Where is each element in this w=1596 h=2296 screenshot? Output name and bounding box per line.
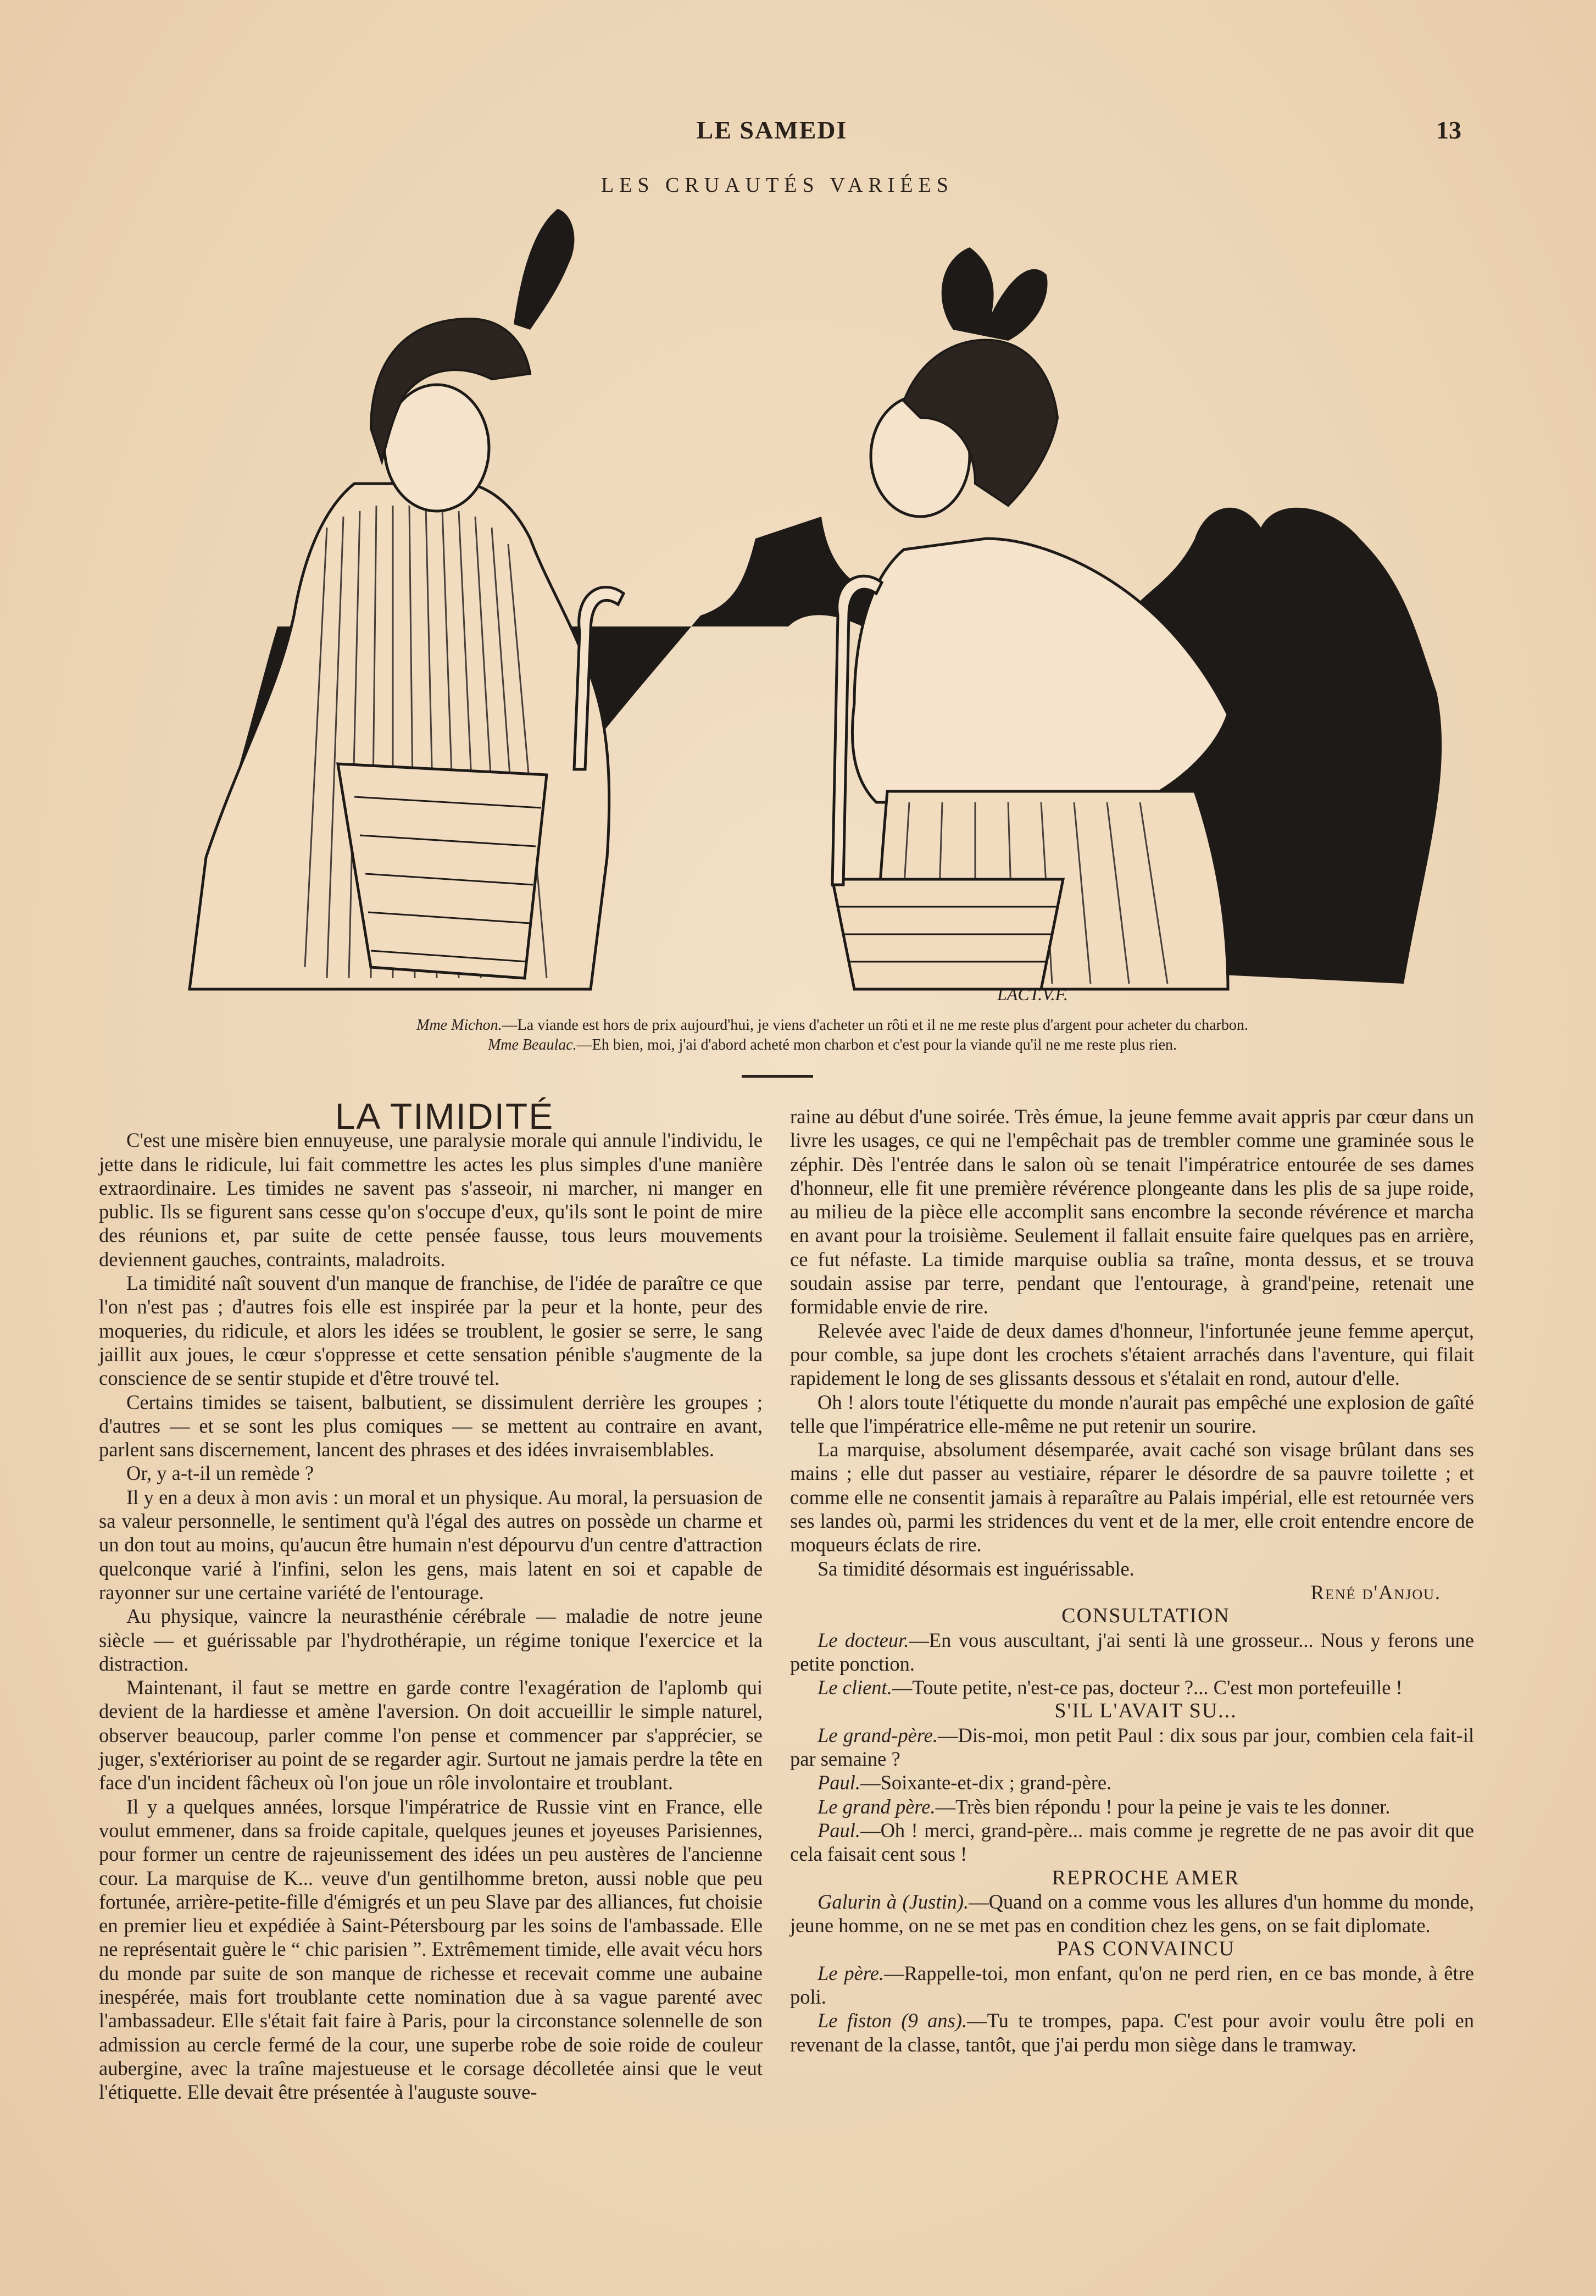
- anecdote-text: —Oh ! merci, grand-père... mais comme je regrette de ne pas avoir dit que cela faisait cent sous !: [790, 1818, 1474, 1866]
- anecdote-line: [790, 1890, 1474, 1938]
- anecdote-speaker: Galurin à (Justin).: [818, 1890, 969, 1913]
- article-paragraph: La marquise, absolument désemparée, avait caché son visage brûlant dans ses mains ; elle dut passer au vestiaire, réparer le désordre de sa pauvre toilette ; et comme elle ne consentit jamais à reparaître au Palais impérial, elle est retournée vers ses landes où, parmi les stridences du vent et de la mer, elle croit entendre encore de moqueurs éclats de rire.: [790, 1438, 1474, 1556]
- anecdote-speaker: Le père.: [818, 1961, 885, 1984]
- anecdote-speaker: Le grand-père.: [818, 1723, 938, 1746]
- article-paragraph: Or, y a-t-il un remède ?: [126, 1462, 314, 1485]
- anecdote-line: [790, 1818, 1474, 1866]
- anecdote-text: —Soixante-et-dix ; grand-père.: [860, 1771, 1112, 1794]
- anecdote-line: [790, 1795, 1474, 1818]
- anecdote-text: —Rappelle-toi, mon enfant, qu'on ne perd rien, en ce bas monde, à être poli.: [790, 1961, 1474, 2008]
- article-paragraph: Oh ! alors toute l'étiquette du monde n'aurait pas empêché une explosion de gaîté telle que l'impératrice elle-même ne put retenir un sourire.: [790, 1390, 1474, 1437]
- anecdote-speaker: Le grand père.: [818, 1795, 936, 1818]
- anecdote-line: [790, 1723, 1474, 1771]
- anecdote-speaker: Le docteur.: [818, 1628, 909, 1651]
- caption-speaker-2: Mme Beaulac.: [487, 1036, 577, 1053]
- anecdote-line: [790, 1628, 1474, 1676]
- illustration-caption: [214, 1016, 1450, 1055]
- anecdote-title: PAS CONVAINCU: [1056, 1937, 1235, 1961]
- article-paragraph: raine au début d'une soirée. Très émue, la jeune femme avait appris par cœur dans un livre les usages, ce qui ne l'empêchait pas de trembler comme une graminée sous le zéphir. Dès l'entrée dans le salon où se tenait l'impératrice entourée de ses dames d'honneur, elle fit une première révérence plongeante dans les plis de sa jupe roide, au milieu de la pièce elle accomplit sans encombre la seconde révérence et marcha en avant pour la troisième. Seulement il fallait ensuite faire quelques pas en arrière, ce fut néfaste. La timide marquise oublia sa traîne, monta dessus, et se trouva soudain assise par terre, pendant que l'entourage, à grand'peine, retenait une formidable envie de rire.: [790, 1105, 1474, 1318]
- article-paragraph: Relevée avec l'aide de deux dames d'honneur, l'infortunée jeune femme aperçut, pour comble, sa jupe dont les crochets s'étaient arrachés dans l'aventure, qui filait rapidement le long de ses glissants dessous et s'étalait en rond, autour d'elle.: [790, 1319, 1474, 1390]
- page-number: 13: [1436, 116, 1461, 144]
- caption-line-1: [214, 1016, 1450, 1035]
- illustration-signature: LACT.V.F.: [997, 984, 1068, 1004]
- woman-left-hat-feather: [514, 209, 574, 330]
- article-paragraph: Au physique, vaincre la neurasthénie cérébrale — maladie de notre jeune siècle — et guérissable par l'hydrothérapie, un régime tonique l'exercice et la distraction.: [99, 1605, 763, 1675]
- anecdote-title: REPROCHE AMER: [1052, 1866, 1240, 1889]
- anecdote-title: S'IL L'AVAIT SU...: [1054, 1699, 1237, 1723]
- anecdote-line: [790, 2009, 1474, 2056]
- anecdote-text: —Très bien répondu ! pour la peine je vais te les donner.: [935, 1795, 1391, 1818]
- article-paragraph: La timidité naît souvent d'un manque de franchise, de l'idée de paraître ce que l'on n'est pas ; d'autres fois elle est inspirée par la peur et la honte, peur des moqueries, du ridicule, et alors les idées se troublent, le gosier se serre, le sang jaillit aux joues, le cœur s'oppresse et cette sensation pénible s'augmente de la conscience de se sentir stupide et d'être trouvé tel.: [99, 1272, 763, 1390]
- anecdote-text: —Quand on a comme vous les allures d'un homme du monde, jeune homme, on ne se met pas en condition chez les gens, on se fait diplomate.: [790, 1890, 1474, 1937]
- masthead-title: LE SAMEDI: [696, 116, 848, 144]
- anecdote-text: —Tu te trompes, papa. C'est pour avoir voulu être poli en revenant de la classe, tantôt, que j'ai perdu mon siège dans le tramway.: [790, 2009, 1474, 2056]
- article-paragraph: Sa timidité désormais est inguérissable.: [818, 1557, 1135, 1580]
- anecdote-line: [790, 1961, 1474, 2009]
- article-signature: René d'Anjou.: [1310, 1580, 1441, 1604]
- article-paragraph: C'est une misère bien ennuyeuse, une paralysie morale qui annule l'individu, le jette dans le ridicule, lui fait commettre les actes les plus simples d'une manière extraordinaire. Les timides ne savent pas s'asseoir, ni marcher, ni manger en public. Ils se figurent sans cesse qu'on s'occupe d'eux, qu'ils sont le point de mire des réunions et, par suite de cette pensée fausse, tous leurs mouvements deviennent gauches, contraints, maladroits.: [99, 1129, 763, 1271]
- anecdote-text: —En vous auscultant, j'ai senti là une grosseur... Nous y ferons une petite ponction.: [790, 1628, 1474, 1675]
- anecdote-speaker: Le fiston (9 ans).: [818, 2009, 967, 2032]
- anecdote-line: [790, 1676, 1474, 1699]
- illustration-two-women: [96, 198, 1464, 1006]
- article-paragraph: Maintenant, il faut se mettre en garde contre l'exagération de l'aplomb qui devient de la hardiesse et amène l'aversion. On doit accueillir le simple naturel, observer beaucoup, parler comme l'on pense et commencer par s'apprécier, se juger, s'extérioriser au point de se regarder agir. Surtout ne jamais perdre la tête en face d'un incident fâcheux où l'on joue un rôle involontaire et troublant.: [99, 1676, 763, 1794]
- anecdote-text: —Toute petite, n'est-ce pas, docteur ?... C'est mon portefeuille !: [892, 1676, 1403, 1699]
- caption-speaker-1: Mme Michon.: [416, 1017, 502, 1034]
- woman-right-hat-feathers: [942, 247, 1048, 341]
- caption-text-1: —La viande est hors de prix aujourd'hui, je viens d'acheter un rôti et il ne me reste plus d'argent pour acheter du charbon.: [502, 1017, 1248, 1034]
- anecdote-title: CONSULTATION: [1061, 1604, 1230, 1628]
- anecdote-speaker: Le client.: [818, 1676, 892, 1699]
- article-column-right: [790, 1105, 1474, 2056]
- woman-left-basket: [338, 764, 547, 978]
- illustration-title: LES CRUAUTÉS VARIÉES: [601, 174, 954, 197]
- article-paragraph: Certains timides se taisent, balbutient, se dissimulent derrière les groupes ; d'autres — et se sont les plus comiques — se mettent au contraire en avant, parlent sans discernement, lancent des phrases et des idées invraisemblables.: [99, 1390, 763, 1461]
- anecdote-speaker: Paul.: [818, 1818, 861, 1842]
- page-header: [0, 115, 1596, 154]
- section-divider: [742, 1075, 813, 1078]
- anecdote-speaker: Paul.: [818, 1771, 861, 1794]
- anecdote-line: [790, 1771, 1474, 1794]
- article-paragraph: Il y en a deux à mon avis : un moral et un physique. Au moral, la persuasion de sa valeur personnelle, le sentiment qu'à l'égal des autres on possède un charme et un don tout au moins, qu'aucun être humain n'est dépourvu d'un centre d'attraction quelconque varié à l'infini, selon les gens, mais latent en soi et capable de rayonner sur une certaine variété de l'entourage.: [99, 1485, 763, 1604]
- anecdote-text: —Dis-moi, mon petit Paul : dix sous par jour, combien cela fait-il par semaine ?: [790, 1723, 1474, 1771]
- caption-line-2: [214, 1035, 1450, 1055]
- caption-text-2: —Eh bien, moi, j'ai d'abord acheté mon charbon et c'est pour la viande qu'il ne me reste plus rien.: [576, 1036, 1177, 1053]
- article-title: LA TIMIDITÉ: [335, 1096, 554, 1136]
- article-paragraph: Il y a quelques années, lorsque l'impératrice de Russie vint en France, elle voulut emmener, dans sa froide capitale, quelques jeunes et joyeuses Parisiennes, pour former un centre de rajeunissement des idées un peu austères de l'ancienne cour. La marquise de K... veuve d'un gentilhomme breton, aussi noble que peu fortunée, arrière-petite-fille d'émigrés et un peu Slave par des alliances, fut choisie en premier lieu et expédiée à Saint-Pétersbourg par les soins de l'ambassade. Elle ne représentait guère le “ chic parisien ”. Extrêmement timide, elle avait vécu hors du monde par suite de son manque de richesse et recevait comme une aubaine inespérée, mais fort troublante cette nomination due à sa vague parenté avec l'ambassadeur. Elle s'était fait faire à Paris, pour la circonstance solennelle de son admission au cercle fermé de la cour, une superbe robe de soie roide de couleur aubergine, avec la traîne majestueuse et le corsage décolletée ainsi que le veut l'étiquette. Elle devait être présentée à l'auguste souve-: [99, 1795, 763, 2104]
- article-column-left: [99, 1096, 763, 2104]
